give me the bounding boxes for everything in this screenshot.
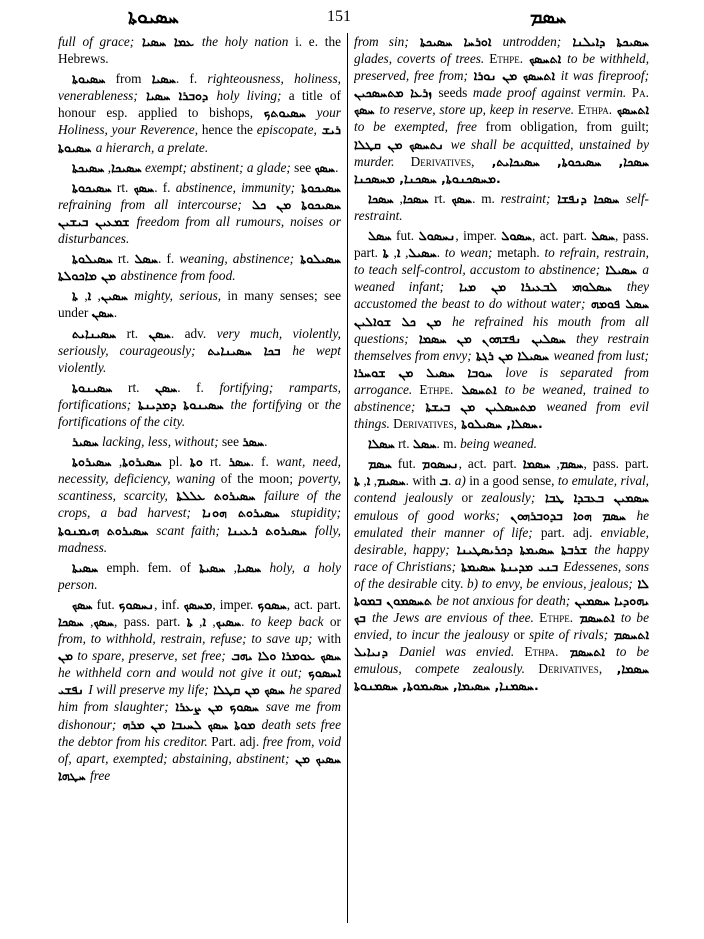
plain-text: part. adj. bbox=[532, 524, 601, 540]
syriac-word: ܚܣܟ ܥܘܡܪܐ ܘܠܐ ܝܗܒ bbox=[225, 648, 341, 664]
gloss-text: save me from dishonour; bbox=[58, 699, 341, 732]
syriac-word: ܚܣܠ bbox=[591, 228, 616, 244]
syriac-word: ܚܣܠ bbox=[368, 228, 392, 244]
gloss-text: he emulated their manner of life; bbox=[354, 507, 649, 540]
grammar-label: Ethpe. bbox=[539, 610, 574, 626]
grammar-label: Derivatives, bbox=[393, 416, 457, 432]
plain-text: rt. bbox=[111, 179, 134, 195]
syriac-word: ܢܚܣܘܠ bbox=[418, 228, 456, 244]
syriac-word: ܚܣܝܪܘܬܐ bbox=[72, 454, 112, 470]
syriac-word: ܚܣܘܠ bbox=[501, 228, 532, 244]
plain-text: or bbox=[302, 396, 325, 412]
syriac-word: ܚܣܟ bbox=[72, 596, 93, 612]
plain-text: fut. bbox=[391, 456, 422, 472]
syriac-word: ܚܣܡܝܢ ܒܥܒܕܐ ܛܒܐ bbox=[535, 490, 649, 506]
dictionary-entry bbox=[58, 433, 341, 450]
plain-text bbox=[525, 661, 538, 676]
plain-text: . f. bbox=[175, 71, 208, 87]
syriac-word: ܐܬܚܣܡ ܕܢܝܐܝܠ bbox=[354, 627, 649, 660]
grammar-label: Derivatives, bbox=[538, 661, 603, 677]
gloss-text: death sets free the debtor from his creditor. bbox=[58, 716, 341, 749]
plain-text: or bbox=[508, 627, 530, 643]
plain-text: . bbox=[241, 614, 251, 629]
syriac-word: ܚܣܝܡ bbox=[377, 473, 406, 489]
left-column bbox=[58, 33, 341, 931]
syriac-word: ܚܣܟ bbox=[451, 190, 473, 206]
syriac-word: ܡܚܣܟ bbox=[183, 596, 213, 612]
syriac-word: ܚܣܡܐ bbox=[522, 456, 551, 472]
plain-text: rt. bbox=[112, 251, 135, 267]
plain-text: rt. bbox=[116, 325, 149, 341]
syriac-word: ܚܣܟܐ bbox=[368, 190, 394, 206]
syriac-word: ܚܣܝܪܘܬ ܗܘܢܐ bbox=[190, 505, 291, 521]
dictionary-entry bbox=[354, 227, 649, 432]
plain-text: , bbox=[192, 614, 203, 629]
gloss-text: to emulate, rival, contend jealously bbox=[354, 473, 649, 506]
gloss-text: the fortifying bbox=[230, 396, 303, 412]
plain-text: . bbox=[447, 473, 455, 489]
plain-text: . bbox=[113, 305, 118, 321]
syriac-word: ܚܣܝܘܬܟ bbox=[263, 105, 306, 121]
syriac-word: ܙܪܥܐ ܡܬܚܣܟܝܢ bbox=[354, 85, 439, 101]
plain-text: see bbox=[290, 159, 315, 175]
syriac-word: ܐ bbox=[366, 473, 371, 489]
plain-text: , act. part. bbox=[458, 456, 523, 472]
syriac-word: ܚܣܘܟ bbox=[257, 596, 287, 612]
plain-text: . f. bbox=[250, 454, 277, 470]
syriac-word: ܚܣܝܠܘܬܐ bbox=[72, 251, 113, 267]
plain-text: , bbox=[83, 614, 94, 629]
gloss-text: a) bbox=[454, 473, 466, 489]
gloss-text: failure of the crops, a bad harvest; bbox=[58, 488, 341, 521]
syriac-word: ܚܣܢ bbox=[155, 379, 178, 395]
plain-text: with bbox=[312, 631, 341, 647]
gloss-text: poverty, scantiness, scarcity, bbox=[58, 471, 341, 504]
syriac-word: ܐܬܚܣܟ bbox=[612, 102, 649, 118]
syriac-word: ܚܣܝܟܐ bbox=[111, 159, 142, 175]
syriac-word: ܚܣܝܠܐ ܡܢ ܪܓܬܐ bbox=[471, 347, 554, 363]
dictionary-entry bbox=[58, 453, 341, 556]
syriac-word: ܚܣܟܐ bbox=[58, 614, 84, 629]
gloss-text: episcopate, bbox=[256, 122, 317, 138]
plain-text: . m. bbox=[436, 436, 461, 452]
syriac-word: ܚܣܝܟܘܬܐ bbox=[72, 179, 112, 195]
syriac-word: ܚܣܪ bbox=[242, 434, 265, 450]
right-column bbox=[354, 33, 649, 931]
gloss-text: to be withheld, preserved, free from; bbox=[354, 51, 649, 84]
gloss-text: weaned from evil things. bbox=[354, 398, 649, 432]
gloss-text: to reserve, store up, keep in reserve. bbox=[379, 102, 575, 118]
plain-text: seeds bbox=[438, 85, 473, 101]
plain-text: , bbox=[388, 245, 397, 261]
right-running-headword: ܚܣܡ bbox=[530, 6, 567, 28]
syriac-word: ܚܣܝܬܐ bbox=[199, 559, 226, 575]
plain-text: , imper. bbox=[455, 228, 502, 244]
gloss-text: b) bbox=[467, 575, 479, 591]
syriac-word: ܚܣܘܟ ܡܢ ܨܥܪܐ bbox=[168, 699, 266, 715]
gloss-text: righteousness, holiness, venerableness; bbox=[58, 71, 341, 104]
gloss-text: a weaned infant; bbox=[354, 262, 649, 295]
gloss-text: the Jews are envious of thee. bbox=[371, 610, 534, 626]
syriac-word: ܚܣܠܐ bbox=[368, 436, 395, 452]
syriac-word: ܚܣܡ ܗܘܐ ܒܕܘܒܪܗܘܢ bbox=[499, 507, 637, 523]
plain-text: , pass. part. bbox=[354, 228, 649, 261]
grammar-label: Ethpa. bbox=[524, 644, 559, 660]
plain-text: . f. bbox=[158, 251, 180, 267]
plain-text: , bbox=[104, 159, 112, 175]
syriac-word: ܒܟܐ ܚܣܝܢܐܝܬ bbox=[195, 342, 293, 358]
syriac-word: ܚܣܟ bbox=[314, 159, 336, 175]
gloss-text: made proof against vermin. bbox=[472, 85, 627, 101]
syriac-word: ܚܘܒܐ ܚܣܝܠ ܡܢ ܫܘܚܪܐ bbox=[354, 364, 506, 380]
dictionary-entry bbox=[58, 596, 341, 784]
plain-text: pl. bbox=[161, 454, 190, 470]
gloss-text: we shall be acquitted, unstained by murder. bbox=[354, 136, 649, 169]
plain-text: emph. fem. of bbox=[98, 559, 200, 575]
syriac-word: ܚܣܟܐ ܕܢܦܫܐ bbox=[550, 190, 627, 206]
dictionary-entry bbox=[58, 325, 341, 376]
dictionary-entry bbox=[354, 455, 649, 694]
syriac-word: ܚܣܠܐ, ܚܣܝܠܘܬܐ. bbox=[456, 416, 543, 432]
syriac-word: ܢܚܣܘܡ bbox=[421, 456, 459, 472]
gloss-text: he wept violently. bbox=[58, 342, 341, 375]
plain-text: in a good sense, bbox=[465, 473, 558, 489]
gloss-text: they accustomed the beast to do without water; bbox=[354, 279, 649, 312]
syriac-word: ܚܣܟ bbox=[354, 102, 380, 118]
syriac-word: ܐܬܚܣܟ bbox=[523, 51, 568, 67]
left-running-headword: ܚܣܝܘܬܐ bbox=[128, 6, 179, 28]
syriac-word: ܚܣܝܟܘܬܐ bbox=[295, 179, 341, 195]
syriac-word: ܐ bbox=[87, 288, 92, 304]
gloss-text: lacking, less, without; bbox=[98, 434, 219, 450]
dictionary-entry bbox=[58, 287, 341, 321]
syriac-word: ܚܣܡ bbox=[559, 456, 584, 472]
gloss-text: he withheld corn and would not give it out; bbox=[58, 665, 303, 681]
plain-text: rt. bbox=[202, 454, 229, 470]
plain-text: , bbox=[111, 454, 123, 470]
dictionary-entry bbox=[58, 379, 341, 430]
gloss-text: freedom from all rumours, noises or disturbances. bbox=[58, 213, 341, 247]
gloss-text: your Holiness, your Reverence, bbox=[58, 105, 341, 138]
gloss-text: free bbox=[90, 767, 111, 783]
syriac-word: ܐܬܚܣܟ ܡܢ ܢܘܪܐ bbox=[467, 68, 561, 84]
gloss-text: he spared him from slaughter; bbox=[58, 682, 341, 715]
syriac-word: ܢܬܚܣܟ ܡܢ ܩܛܠܐ bbox=[354, 136, 451, 152]
syriac-word: ܚܣܝܢ bbox=[100, 288, 128, 304]
syriac-word: ܚܣܢ bbox=[91, 305, 114, 321]
gloss-text: very much, violently, seriously, courageously; bbox=[58, 325, 341, 358]
page-header bbox=[0, 6, 704, 30]
plain-text: hence the bbox=[198, 122, 257, 138]
plain-text: , imper. bbox=[212, 596, 258, 612]
plain-text: , bbox=[550, 456, 560, 472]
syriac-word: ܚܣܝܢܘܬܐ ܕܡܕܝܢܬܐ bbox=[131, 396, 231, 412]
syriac-word: ܚܣܝܐ bbox=[151, 71, 176, 87]
syriac-word: ܚܣܝܟܬܐ bbox=[72, 159, 105, 175]
gloss-text: abstinence from food. bbox=[120, 268, 236, 284]
syriac-word: ܫܪܒܬܐ ܚܣܝܡܬܐ ܕܟܪܝܣܛܝܢܐ bbox=[449, 541, 595, 557]
gloss-text: scant faith; bbox=[156, 522, 220, 538]
syriac-word: ܚܣܟܐ bbox=[402, 190, 429, 206]
syriac-word: ܚܣܠܘܗܝ ܠܒܥܝܪܐ ܡܢ ܡܝܐ bbox=[444, 279, 627, 295]
plain-text: fut. bbox=[391, 228, 419, 244]
syriac-word: ܡܘܬܐ ܚܣܟ ܠܚܝܒܐ ܡܢ ܡܪܗ bbox=[116, 716, 262, 732]
plain-text: . adv. bbox=[170, 325, 217, 341]
plain-text: in many senses; see under bbox=[58, 288, 341, 321]
gloss-text: a hierarch, a prelate. bbox=[95, 139, 209, 155]
syriac-word: ܘܬܐ bbox=[189, 454, 203, 470]
gloss-text: weaned from lust; bbox=[553, 347, 649, 363]
gloss-text: to wean; bbox=[444, 245, 493, 261]
syriac-word: ܬܐ bbox=[186, 614, 193, 629]
gloss-text: mighty, serious, bbox=[127, 288, 222, 304]
gloss-text: love is separated from arrogance. bbox=[354, 364, 649, 397]
gloss-text: to spare, preserve, set free; bbox=[72, 648, 226, 664]
dictionary-entry bbox=[58, 33, 341, 67]
syriac-word: ܚܣܝܠܐ bbox=[600, 262, 643, 278]
plain-text: a title of honour esp. applied to bishops, bbox=[58, 88, 341, 121]
syriac-word: ܐ bbox=[396, 245, 401, 261]
plain-text: , bbox=[91, 288, 101, 304]
grammar-label: Pa. bbox=[631, 85, 649, 101]
plain-text: , bbox=[77, 288, 88, 304]
gloss-text: holy living; bbox=[216, 88, 282, 104]
plain-text: , bbox=[359, 473, 367, 489]
gloss-text: he refrained his mouth from all questions; bbox=[354, 313, 649, 346]
gloss-text: emulous of good works; bbox=[354, 507, 500, 523]
syriac-word: ܠܐ ܬܚܣܡܘܢ ܒܡܘܬܐ bbox=[354, 575, 649, 608]
syriac-word: ܬܐ bbox=[72, 288, 78, 304]
syriac-word: ܚܣܝܬܐ bbox=[72, 559, 99, 575]
gloss-text: to keep back bbox=[250, 614, 324, 629]
gloss-text: abstinence, immunity; bbox=[175, 179, 296, 195]
syriac-word: ܚܣܝܟ ܡܢ ܚܛܗܐ bbox=[58, 750, 341, 783]
syriac-word: ܬܐ bbox=[354, 473, 360, 489]
syriac-word: ܚܣܡ bbox=[368, 456, 392, 472]
gloss-text: from sin; bbox=[354, 34, 409, 49]
plain-text: . m. bbox=[472, 190, 501, 206]
syriac-word: ܚܣܝܟܬܐ ܕܐܝܠܢܐ bbox=[561, 34, 649, 49]
syriac-word: ܬܐ bbox=[382, 245, 389, 261]
gloss-text: being weaned. bbox=[460, 436, 537, 452]
plain-text: , act. part. bbox=[286, 596, 341, 612]
gloss-text: glades, coverts of trees. bbox=[354, 51, 485, 67]
dictionary-entry bbox=[354, 435, 649, 452]
plain-text: , bbox=[370, 473, 378, 489]
syriac-word: ܐܚܣܘܟ ܢܦܫܝ bbox=[58, 665, 341, 698]
syriac-word: ܚܣܝܪܘܬ ܥܠܠܬܐ bbox=[167, 488, 265, 504]
syriac-word: ܐܘܪܚܐ ܚܣܝܟܬܐ bbox=[408, 34, 503, 49]
syriac-word: ܢܚܣܘܟ bbox=[118, 596, 155, 612]
column-divider bbox=[347, 33, 348, 923]
plain-text: , bbox=[393, 190, 403, 206]
syriac-word: ܚܣܝܠܘܬܐ ܡܢ ܡܐܟܘܠܬܐ bbox=[58, 251, 341, 284]
plain-text: from bbox=[105, 71, 152, 87]
plain-text: from obligation, from guilt; bbox=[476, 119, 649, 135]
syriac-word: ܚܣܝܪܘܬ ܗܝܡܢܘܬܐ bbox=[58, 522, 157, 538]
gloss-text: it was fireproof; bbox=[560, 68, 649, 84]
gloss-text: to refrain, restrain, to teach self-control, accustom to abstinence; bbox=[354, 245, 649, 278]
gloss-text: exempt; abstinent; a glade; bbox=[141, 159, 291, 175]
syriac-word: ܚܣܠ bbox=[134, 251, 159, 267]
dictionary-entry bbox=[58, 159, 341, 176]
gloss-text: want, need, necessity, deficiency, waning bbox=[58, 454, 341, 487]
syriac-word: ܡܢ bbox=[58, 648, 73, 664]
gloss-text: to be exempted, free bbox=[354, 119, 477, 135]
dictionary-entry bbox=[354, 190, 649, 224]
syriac-word: ܚܣܟܐ, ܚܣܝܟܘܬܐ, ܚܣܝܟܐܝܬ, ܡܚܣܟܢܘܬܐ, ܚܣܟܢܐ, ܡܚܣܟܢܐ. bbox=[354, 153, 649, 186]
gloss-text: refraining from all intercourse; bbox=[58, 196, 242, 212]
syriac-word: ܚܣܡܐ, ܚܣܡܢܐ, ܚܣܝܡܐ, ܚܣܝܡܘܬܐ, ܚܣܡܢܘܬܐ. bbox=[354, 661, 649, 694]
plain-text: , act. part. bbox=[531, 228, 592, 244]
plain-text: metaph. bbox=[492, 245, 545, 261]
plain-text: , pass. part. bbox=[114, 614, 187, 629]
gloss-text: the holy nation bbox=[201, 34, 289, 49]
plain-text: see bbox=[218, 434, 243, 450]
gloss-text: the happy race of Christians; bbox=[354, 541, 649, 574]
gloss-text: fortifying; ramparts, fortifications; bbox=[58, 379, 341, 412]
gloss-text: they restrain themselves from envy; bbox=[354, 330, 649, 363]
syriac-word: ܐܬܚܣܠ bbox=[453, 381, 505, 397]
gloss-text: zealously; bbox=[481, 490, 536, 506]
page-number: 151 bbox=[327, 8, 351, 25]
plain-text: . f. bbox=[177, 379, 220, 395]
gloss-text: restraint; bbox=[500, 190, 551, 206]
grammar-label: Ethpe. bbox=[419, 381, 454, 397]
plain-text: rt. bbox=[394, 436, 413, 452]
dictionary-entry bbox=[58, 179, 341, 247]
gloss-text: to envy, be envious, jealous; bbox=[478, 575, 633, 591]
gloss-text: untrodden; bbox=[502, 34, 562, 49]
gloss-text: be not anxious for death; bbox=[436, 593, 571, 608]
grammar-label: Derivatives, bbox=[410, 153, 475, 169]
syriac-word: ܚܣܝܐ bbox=[236, 559, 262, 575]
plain-text: city. bbox=[437, 575, 468, 591]
syriac-word: ܚܣܠ ܦܘܡܗ ܡܢ ܟܠ ܫܘܐܠܝܢ bbox=[354, 296, 649, 329]
syriac-word: ܚܣܟ ܡܢ ܩܛܠܐ bbox=[208, 682, 290, 698]
plain-text: . f. bbox=[154, 179, 176, 195]
gloss-text: enviable, desirable, happy; bbox=[354, 524, 649, 557]
syriac-word: ܚܣܪ bbox=[228, 454, 251, 470]
gloss-text: I will preserve my life; bbox=[88, 682, 209, 698]
syriac-word: ܡܬܚܣܠܝܢ ܡܢ ܒܝܫܬܐ bbox=[415, 398, 547, 414]
dictionary-entry bbox=[58, 250, 341, 284]
gloss-text: to be weaned, trained to abstinence; bbox=[354, 381, 649, 414]
plain-text: fut. bbox=[92, 596, 119, 612]
plain-text: or bbox=[323, 614, 341, 629]
gloss-text: spite of rivals; bbox=[529, 627, 609, 643]
grammar-label: Ethpa. bbox=[577, 102, 613, 118]
syriac-word: ܐܬܚܣܡ bbox=[558, 644, 617, 660]
dictionary-entry bbox=[354, 33, 649, 187]
syriac-word: ܚܣܝܪ bbox=[72, 434, 99, 450]
dictionary-entry bbox=[58, 559, 341, 593]
syriac-word: ܚܣܠܝܢ ܢܦܫܗܘܢ ܡܢ ܚܣܡܐ bbox=[408, 330, 577, 346]
plain-text: , bbox=[225, 559, 237, 575]
syriac-word: ܚܣܝܟ bbox=[215, 614, 242, 629]
plain-text: , bbox=[400, 245, 409, 261]
plain-text: rt. bbox=[112, 379, 156, 395]
plain-text: . bbox=[436, 245, 445, 261]
syriac-word: ܒܢܝ ܡܕܝܢܬܐ ܚܣܝܡܬܐ bbox=[456, 558, 564, 574]
syriac-word: ܚܣܝܠ bbox=[408, 245, 437, 261]
syriac-word: ܚܣܝܪܘܬܐ bbox=[122, 454, 162, 470]
plain-text: . bbox=[264, 434, 268, 450]
syriac-word: ܥܡܐ ܚܣܝܐ bbox=[134, 34, 202, 49]
gloss-text: stupidity; bbox=[290, 505, 341, 521]
plain-text: , pass. part. bbox=[583, 456, 649, 472]
syriac-word: ܐܬܚܣܡ bbox=[573, 610, 621, 626]
gloss-text: full of grace; bbox=[58, 34, 135, 49]
gloss-text: from, to withhold, restrain, refuse; to save up; bbox=[58, 631, 313, 647]
syriac-word: ܚܣܟ bbox=[133, 179, 155, 195]
plain-text: of the moon; bbox=[215, 471, 299, 487]
syriac-word: ܕܘܒܪܐ ܚܣܝܐ bbox=[137, 88, 217, 104]
syriac-word: ܚܣܟ bbox=[93, 614, 115, 629]
plain-text: i. e. the Hebrews. bbox=[58, 34, 341, 67]
gloss-text: weaning, abstinence; bbox=[179, 251, 295, 267]
gloss-text: holy, a holy person. bbox=[58, 559, 341, 592]
plain-text: . bbox=[335, 159, 339, 175]
plain-text: rt. bbox=[428, 190, 452, 206]
gloss-text: Edessenes, sons of the desirable bbox=[354, 558, 649, 591]
syriac-word: ܚܣܝܢܐܝܬ bbox=[72, 325, 117, 341]
syriac-word: ܚܣܝܪܘܬ ܪܥܝܢܐ bbox=[219, 522, 315, 538]
syriac-word: ܚܣܝܢܘܬܐ bbox=[72, 379, 113, 395]
gloss-text: to be envied, to incur the jealousy bbox=[354, 610, 649, 643]
dictionary-entry bbox=[58, 70, 341, 155]
plain-text bbox=[514, 644, 524, 659]
plain-text bbox=[395, 154, 411, 169]
syriac-word: ܒ bbox=[439, 473, 448, 489]
gloss-text: to be emulous, compete zealously. bbox=[354, 644, 649, 677]
gloss-text: self-restraint. bbox=[354, 190, 649, 223]
gloss-text: Daniel was envied. bbox=[399, 644, 515, 660]
grammar-label: Ethpe. bbox=[489, 51, 524, 67]
plain-text: , bbox=[206, 614, 216, 629]
syriac-word: ܚܣܝܘܬܐ bbox=[72, 71, 106, 87]
gloss-text: folly, madness. bbox=[58, 522, 341, 555]
plain-text: Part. adj. bbox=[207, 733, 263, 749]
syriac-word: ܚܣܠ bbox=[412, 436, 437, 452]
syriac-word: ܪܝܫ ܚܣܝܘܬܐ bbox=[58, 122, 341, 155]
plain-text: or bbox=[452, 490, 482, 506]
syriac-word: ܚܣܢ bbox=[148, 325, 171, 341]
syriac-word: ܚܣܝܟܘܬܐ ܡܢ ܟܠ ܫܡܥܝܢ ܒܝܫܝܢ bbox=[58, 196, 341, 229]
gloss-text: the fortifications of the city. bbox=[58, 396, 341, 429]
syriac-word: ܐ bbox=[202, 614, 207, 629]
plain-text: , inf. bbox=[154, 596, 184, 612]
syriac-word: ܝܗܘܕܝܐ ܚܣܡܝܢ ܒܟ bbox=[354, 593, 649, 626]
plain-text: . with bbox=[405, 473, 440, 489]
gloss-text: free from, void of, apart, exempted; abstaining, abstinent; bbox=[58, 733, 341, 766]
